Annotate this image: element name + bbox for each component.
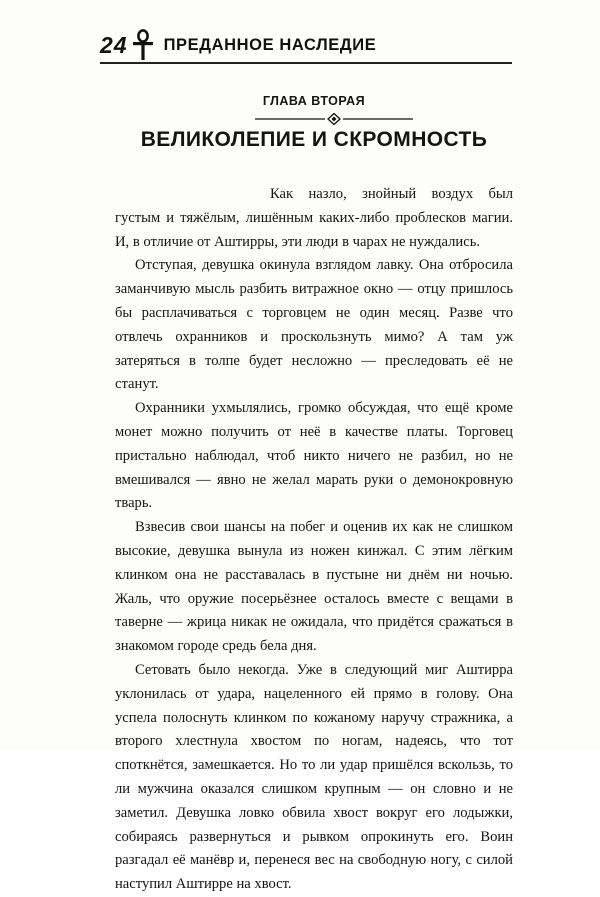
chapter-title: ВЕЛИКОЛЕПИЕ И СКРОМНОСТЬ: [140, 128, 488, 151]
page-number: 24: [100, 31, 128, 58]
header-rule: [100, 62, 512, 64]
chapter-body: [115, 183, 513, 897]
running-header: [100, 27, 520, 63]
paragraph: Сетовать было некогда. Уже в следующий миг Аштирра уклонилась от удара, нацеленного ей прямо в голову. Она успела полоснуть клинком по кожаному наручу стражника, а второго хлестнула хвостом по ногам, надеясь, что тот споткнётся, замешкается. Но то ли удар пришёлся вскользь, то ли мужчина оказался слишком крупным — он словно и не заметил. Девушка ловко обвила хвост вокруг его лодыжки, собираясь развернуться и рывком опрокинуть его. Воин разгадал её манёвр и, перенеся вес на свободную ногу, с силой наступил Аштирре на хвост.: [115, 661, 513, 893]
paragraph: Охранники ухмылялись, громко обсуждая, что ещё кроме монет можно получить от неё в качестве платы. Торговец пристально наблюдал, чтоб никто ничего не разбил, но не вмешивался — явно не желал марать руки о демонокровную тварь.: [115, 400, 513, 512]
divider-diamond-icon: [255, 113, 413, 125]
chapter-label: ГЛАВА ВТОРАЯ: [262, 94, 366, 108]
paragraph: Как назло, знойный воздух был густым и тяжёлым, лишённым каких-либо проблесков магии. И, в отличие от Аштирры, эти люди в чарах не нуждались.: [115, 186, 513, 250]
book-title: ПРЕДАННОЕ НАСЛЕДИЕ: [163, 35, 377, 54]
paragraph: Взвесив свои шансы на побег и оценив их как не слишком высокие, девушка вынула из ножен кинжал. С этим лёгким клинком она не расставалась в пустыне ни днём ни ночью. Жаль, что оружие посерьёзнее осталось вместе с вещами в таверне — жрица никак не ожидала, что придётся сражаться в знакомом городе средь бела дня.: [115, 519, 513, 655]
paragraph: Отступая, девушка окинула взглядом лавку. Она отбросила заманчивую мысль разбить витражное окно — отцу пришлось бы расплачиваться с торговцем не один месяц. Разве что отвлечь охранников и проскользнуть мимо? А там уж затеряться в толпе будет несложно — преследовать её не станут.: [115, 257, 513, 393]
ankh-icon: [132, 29, 154, 61]
